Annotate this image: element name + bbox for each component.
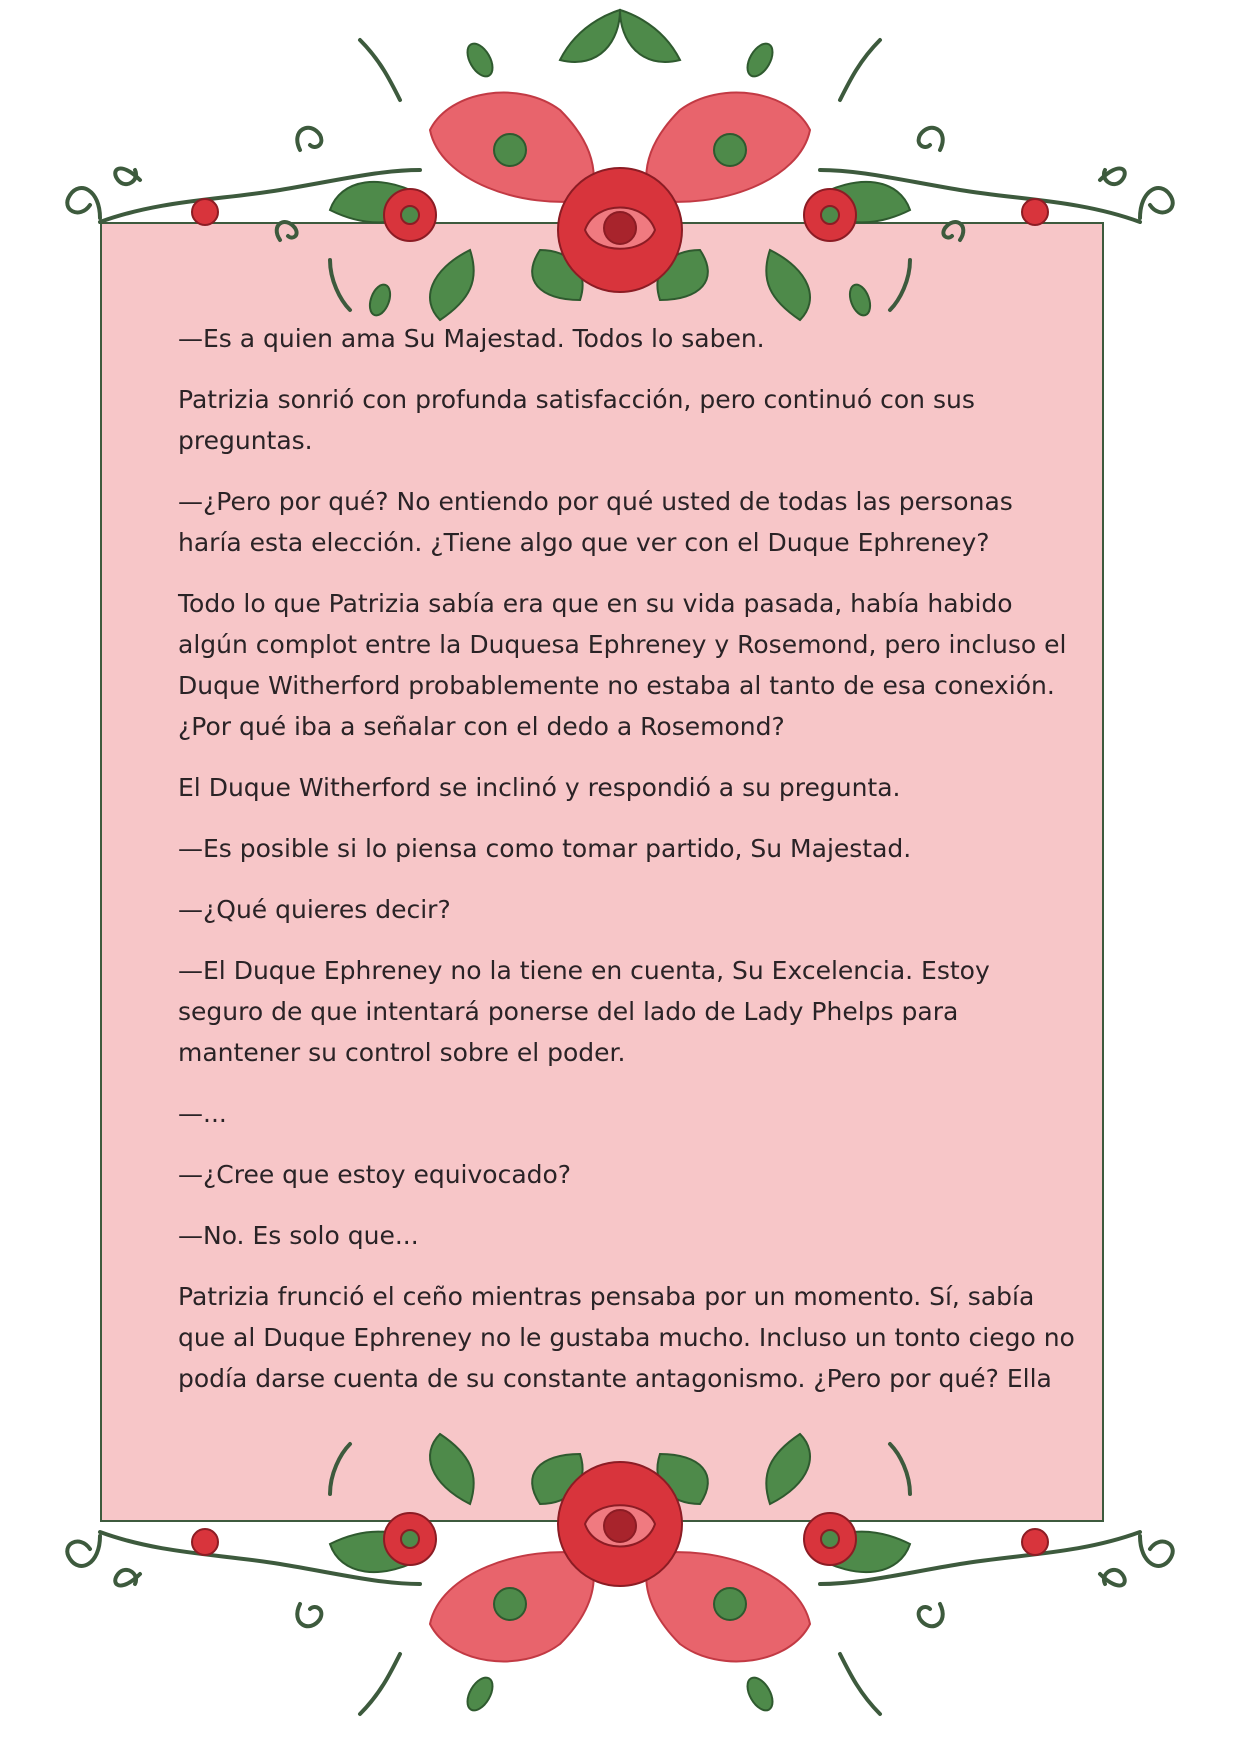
paragraph-8: —El Duque Ephreney no la tiene en cuenta, Su Excelencia. Estoy seguro de que intentará ponerse del lado de Lady Phelps para mantener su control sobre el poder.: [178, 956, 990, 1067]
story-text: [178, 318, 1078, 1419]
paragraph-10: —¿Cree que estoy equivocado?: [178, 1160, 572, 1189]
paragraph-5: El Duque Witherford se inclinó y respondió a su pregunta.: [178, 773, 901, 802]
rose-flowers: [192, 168, 1048, 292]
paragraph-11: —No. Es solo que...: [178, 1221, 419, 1250]
paragraph-3: —¿Pero por qué? No entiendo por qué usted de todas las personas haría esta elección. ¿Tiene algo que ver con el Duque Ephreney?: [178, 487, 1013, 557]
paragraph-7: —¿Qué quieres decir?: [178, 895, 451, 924]
paragraph-12: Patrizia frunció el ceño mientras pensaba por un momento. Sí, sabía que al Duque Ephreney no le gustaba mucho. Incluso un tonto ciego no podía darse cuenta de su constante antagonismo. ¿Pero por qué? Ella: [178, 1282, 1075, 1393]
paragraph-4: Todo lo que Patrizia sabía era que en su vida pasada, había habido algún complot entre la Duquesa Ephreney y Rosemond, pero incluso el Duque Witherford probablemente no estaba al tanto de esa conexión. ¿Por qué iba a señalar con el dedo a Rosemond?: [178, 589, 1067, 741]
bottom-floral-ornament: [0, 1414, 1240, 1754]
paragraph-2: Patrizia sonrió con profunda satisfacción, pero continuó con sus preguntas.: [178, 385, 975, 455]
paragraph-1: —Es a quien ama Su Majestad. Todos lo saben.: [178, 324, 765, 353]
paragraph-6: —Es posible si lo piensa como tomar partido, Su Majestad.: [178, 834, 912, 863]
top-floral-ornament: [0, 0, 1240, 340]
paragraph-9: —...: [178, 1099, 227, 1128]
